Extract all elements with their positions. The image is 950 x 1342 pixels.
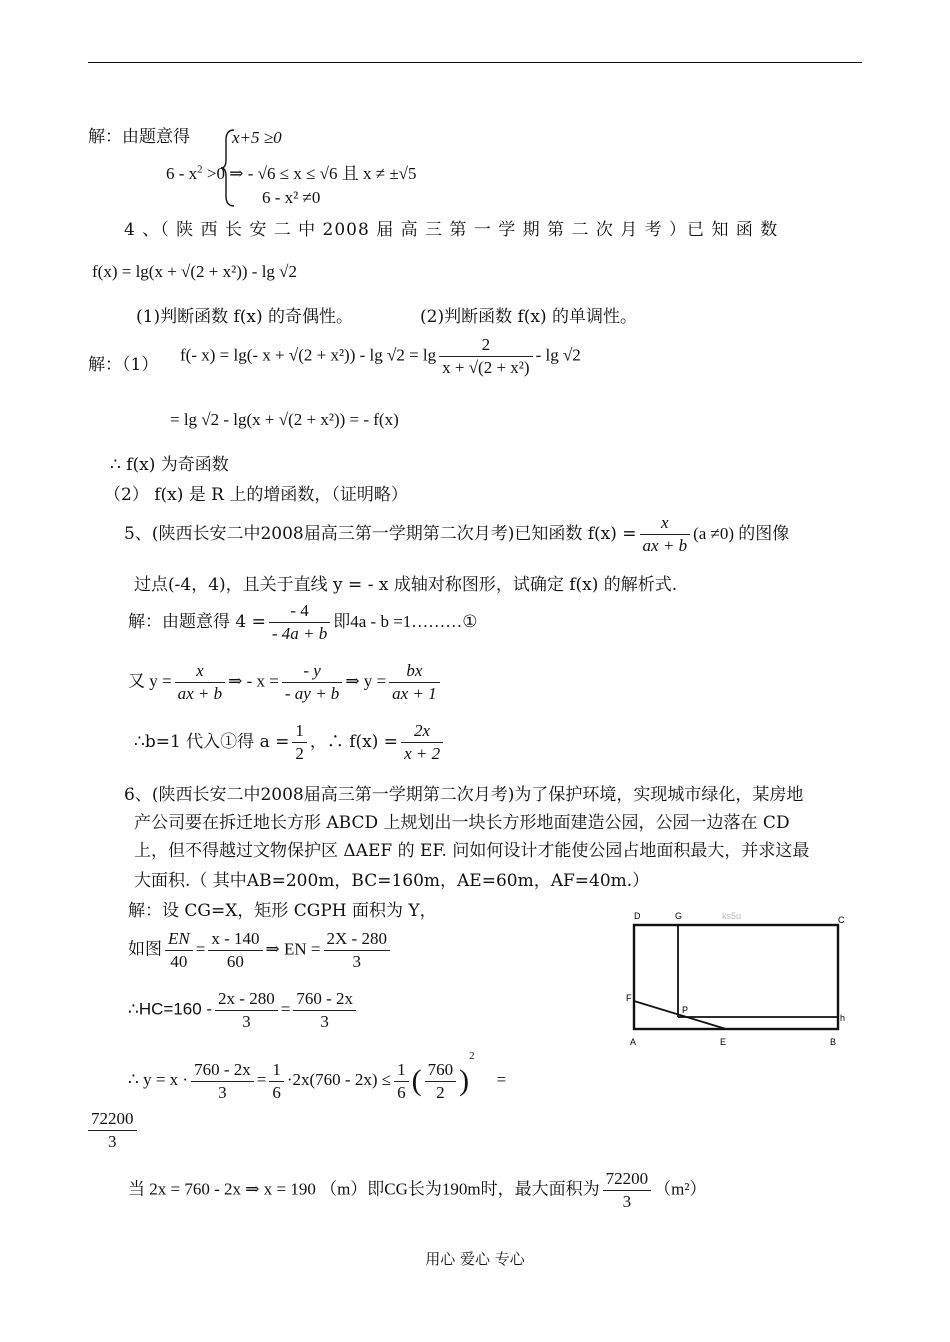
p6-sol3: ∴HC=160 - $\frac{2x - 280}{3}$ = $\frac{760 - 2x}{3}$	[128, 988, 359, 1033]
sol3-label: 解：由题意得	[88, 127, 190, 147]
p6-sol6: 当 2x = 760 - 2x ⇒ x = 190 （m）即CG长为190m时，最大面积为 $\frac{72200}{3}$ （m²）	[128, 1169, 707, 1211]
p6-sol5: $\frac{72200}{3}$	[88, 1108, 137, 1153]
label-c: C	[838, 915, 845, 925]
p6-line4: 大面积.（ 其中AB=200m，BC=160m，AE=60m，AF=40m.）	[134, 871, 650, 891]
p6-sol1: 解：设 CG=X，矩形 CGPH 面积为 Y，	[128, 901, 437, 921]
rect-abcd	[634, 925, 838, 1029]
p4-header: 4 、（ 陕 西 长 安 二 中 2008 届 高 三 第 一 学 期 第 二 次 月 考 ）已 知 函 数	[124, 220, 779, 240]
p4-sol-line1: f(- x) = lg(- x + √(2 + x²)) - lg √2 = lg $\frac{2}{\text{x + √(2 + x²)}}$ - lg √2	[180, 335, 581, 377]
rectangle-figure	[620, 905, 850, 1055]
p4-sol-line2: = lg √2 - lg(x + √(2 + x²)) = - f(x)	[170, 410, 399, 429]
label-p: P	[682, 1005, 689, 1015]
p5-header: 5、(陕西长安二中2008届高三第一学期第二次月考)已知函数 f(x) = $\frac{x}{ax + b}$ (a ≠0) 的图像	[124, 513, 790, 555]
p5-sol3: ∴b=1 代入①得 a = $\frac{1}{2}$ ，∴ f(x) = $\frac{2x}{x + 2}$	[134, 720, 446, 765]
label-e: E	[720, 1037, 727, 1047]
watermark-ks5u: ks5u	[722, 911, 742, 921]
header-rule	[88, 62, 862, 63]
sol3-line2: $6 - x^2 >0$ ⇒ - √6 ≤ x ≤ √6 且 x ≠ ±√5	[166, 163, 417, 183]
p4-conclusion1: ∴ f(x) 为奇函数	[110, 455, 229, 475]
p4-func: f(x) = lg(x + √(2 + x²)) - lg √2	[92, 262, 298, 281]
p4-sol-label: 解：（1）	[88, 355, 159, 375]
sol3-line3: 6 - x² ≠0	[262, 188, 321, 207]
p4-q1: (1)判断函数 f(x) 的奇偶性。	[136, 307, 354, 327]
label-g: G	[675, 911, 683, 921]
line-fe	[634, 1001, 726, 1029]
label-d: D	[634, 911, 641, 921]
p4-q2: (2)判断函数 f(x) 的单调性。	[420, 307, 638, 327]
brace-icon	[220, 128, 236, 208]
p6-sol4: ∴ y = x · $\frac{760 - 2x}{3}$ = $\frac{1}{6}$ ·2x(760 - 2x) ≤ $\frac{1}{6}$ ( $\frac{760}{2}$ )$^2$=	[128, 1050, 507, 1102]
sol3-line1: x+5 ≥0	[232, 128, 282, 147]
label-h: h	[840, 1013, 846, 1023]
label-a: A	[630, 1037, 637, 1047]
p5-sol2: 又 y = $\frac{x}{ax + b}$ ⇒ - x = $\frac{- y}{- ay + b}$ ⇒ y = $\frac{bx}{ax + 1}$	[128, 660, 443, 705]
p6-sol2: 如图 $\frac{EN}{40}$ = $\frac{x - 140}{60}$ ⇒ EN = $\frac{2X - 280}{3}$	[128, 928, 393, 973]
label-b: B	[830, 1037, 837, 1047]
page-footer: 用心 爱心 专心	[425, 1250, 525, 1268]
p6-line2: 产公司要在拆迁地长方形 ABCD 上规划出一块长方形地面建造公园，公园一边落在 CD	[134, 813, 790, 833]
p4-conclusion2: （2） f(x) 是 R 上的增函数，（证明略）	[104, 485, 408, 505]
p5-sol1: 解：由题意得 4 = $\frac{- 4}{- 4a + b}$ 即4a - b =1………①	[128, 601, 478, 643]
p5-line2: 过点(-4，4)，且关于直线 y = - x 成轴对称图形，试确定 f(x) 的解析式.	[134, 575, 678, 595]
p6-line3: 上，但不得越过文物保护区 ΔAEF 的 EF. 问如何设计才能使公园占地面积最大，并求这最	[134, 841, 810, 861]
label-f: F	[626, 993, 632, 1003]
p6-line1: 6、(陕西长安二中2008届高三第一学期第二次月考)为了保护环境，实现城市绿化，某房地	[124, 785, 804, 805]
